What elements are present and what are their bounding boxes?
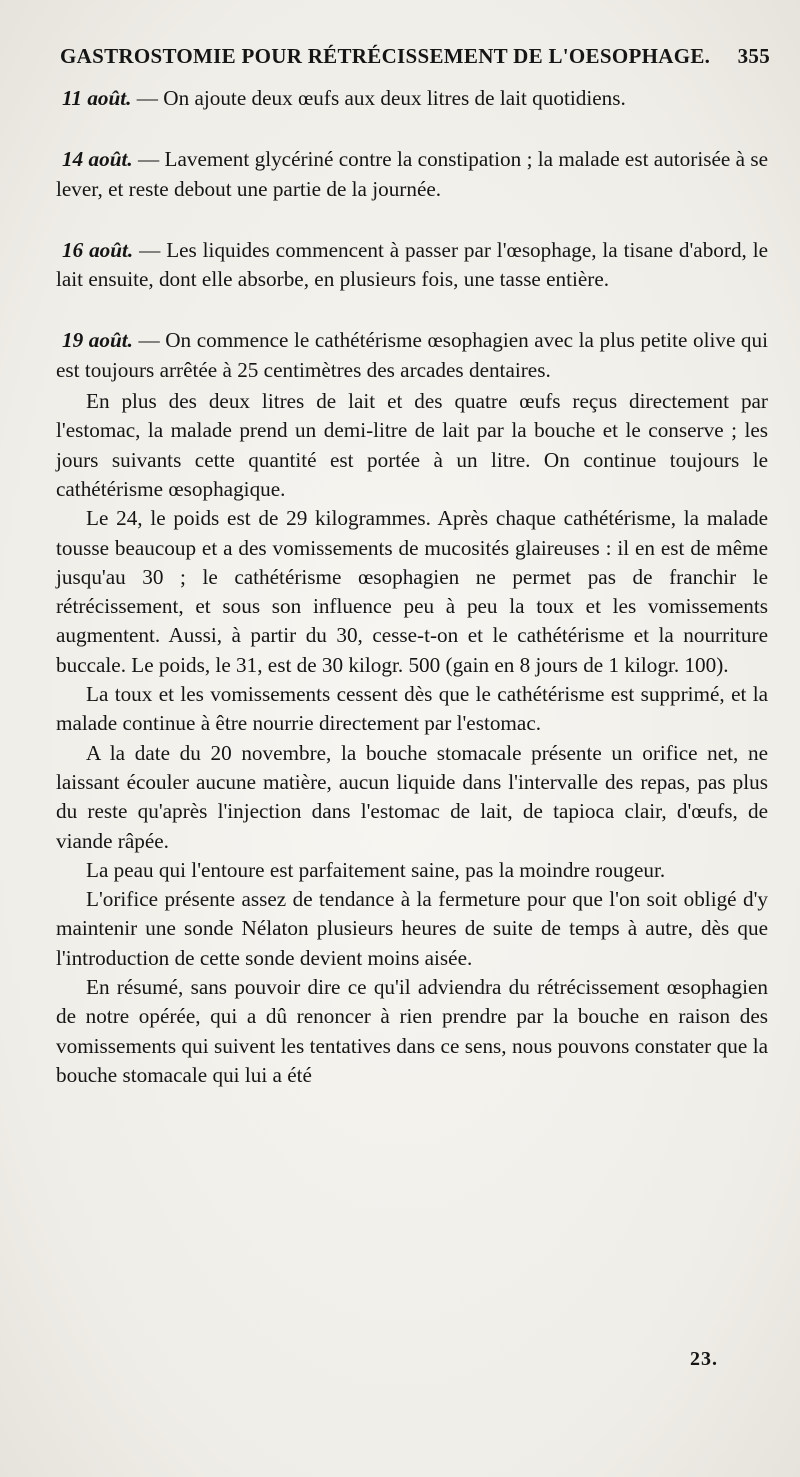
diary-entry — [56, 145, 768, 204]
body-paragraph: A la date du 20 novembre, la bouche stomacale présente un orifice net, ne laissant écouler aucune matière, aucun liquide dans l'intervalle des repas, pas plus du reste qu'après l'injection dans l'estomac de lait, de tapioca clair, d'œufs, de viande râpée. — [56, 740, 768, 853]
page-number: 355 — [737, 44, 770, 68]
entry-text: — Lavement glycériné contre la constipation ; la malade est autorisée à se lever, et reste debout une partie de la journée. — [56, 147, 769, 201]
body-paragraph: En plus des deux litres de lait et des quatre œufs reçus directement par l'estomac, la malade prend un demi-litre de lait par la bouche et le conserve ; les jours suivants cette quantité est portée à un litre. On continue toujours le cathétérisme œsophagique. — [56, 389, 768, 501]
diary-entry — [56, 236, 768, 295]
entry-date: 19 août. — [62, 328, 133, 353]
header-title: GASTROSTOMIE POUR RÉTRÉCISSEMENT DE L'OESOPHAGE. — [60, 44, 711, 68]
signature-mark: 23. — [690, 1348, 718, 1370]
diary-entry — [56, 84, 768, 113]
entry-date: 11 août. — [62, 86, 132, 110]
page-body — [56, 84, 768, 1090]
body-paragraph: La peau qui l'entoure est parfaitement saine, pas la moindre rougeur. — [86, 857, 666, 882]
body-paragraph: Le 24, le poids est de 29 kilogrammes. Après chaque cathétérisme, la malade tousse beaucoup et a des vomissements de mucosités glaireuses : il en est de même jusqu'au 30 ; le cathétérisme œsophagien ne permet pas de franchir le rétrécissement, et sous son influence peu à peu la toux et les vomissements augmentent. Aussi, à partir du 30, cesse-t-on et le cathétérisme et la nourriture buccale. Le poids, le 31, est de 30 kilogr. 500 (gain en 8 jours de 1 kilogr. 100). — [56, 506, 768, 677]
body-paragraph: L'orifice présente assez de tendance à la fermeture pour que l'on soit obligé d'y maintenir une sonde Nélaton plusieurs heures de suite de temps à autre, dès que l'introduction de cette sonde devient moins aisée. — [56, 887, 768, 970]
body-paragraph: La toux et les vomissements cessent dès que le cathétérisme est supprimé, et la malade continue à être nourrie directement par l'estomac. — [56, 682, 768, 736]
entry-text: — Les liquides commencent à passer par l'œsophage, la tisane d'abord, le lait ensuite, dont elle absorbe, en plusieurs fois, une tasse entière. — [56, 237, 769, 292]
body-paragraph: En résumé, sans pouvoir dire ce qu'il adviendra du rétrécissement œsophagien de notre opérée, qui a dû renoncer à rien prendre par la bouche en raison des vomissements qui suivent les tentatives dans ce sens, nous pouvons constater que la bouche stomacale qui lui a été — [56, 975, 768, 1087]
entry-date: 16 août. — [62, 237, 134, 262]
entry-text: — On commence le cathétérisme œsophagien avec la plus petite olive qui est toujours arrêtée à 25 centimètres des arcades dentaires. — [56, 328, 769, 382]
entry-date: 14 août. — [62, 147, 133, 172]
entry-text: — On ajoute deux œufs aux deux litres de lait quotidiens. — [136, 86, 626, 110]
diary-entry — [56, 326, 768, 385]
